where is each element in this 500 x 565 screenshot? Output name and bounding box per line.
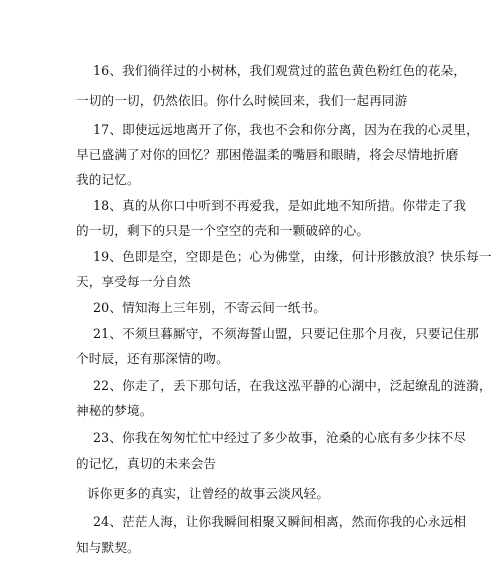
paragraph-20-line-1: 20、情知海上三年别，不寄云间一纸书。 bbox=[93, 300, 326, 315]
paragraph-21-line-2: 个时辰，还有那深情的吻。 bbox=[76, 351, 229, 366]
paragraph-23-line-2: 的记忆，真切的未来会告 bbox=[76, 456, 217, 471]
paragraph-16-line-2: 一切的一切，仍然依旧。你什么时候回来，我们一起再同游 bbox=[76, 93, 408, 108]
paragraph-17-line-2: 早已盛满了对你的回忆？那困倦温柔的嘴唇和眼睛，将会尽情地折磨 bbox=[76, 147, 459, 162]
paragraph-19-line-2: 天，享受每一分自然 bbox=[76, 274, 191, 289]
paragraph-21-line-1: 21、不须旦暮厮守，不须海誓山盟，只要记住那个月夜，只要记住那 bbox=[93, 326, 479, 341]
paragraph-22-line-2: 神秘的梦境。 bbox=[76, 403, 153, 418]
paragraph-24-line-2: 知与默契。 bbox=[76, 540, 140, 555]
paragraph-18-line-2: 的一切，剩下的只是一个空空的壳和一颗破碎的心。 bbox=[76, 223, 370, 238]
paragraph-17-line-3: 我的记忆。 bbox=[76, 172, 140, 187]
paragraph-24-line-1: 24、茫茫人海，让你我瞬间相聚又瞬间相离，然而你我的心永远相 bbox=[93, 514, 467, 529]
paragraph-16-line-1: 16、我们徜徉过的小树林，我们观赏过的蓝色黄色粉红色的花朵， bbox=[93, 63, 467, 78]
paragraph-23-line-3: 诉你更多的真实，让曾经的故事云淡风轻。 bbox=[87, 486, 330, 501]
paragraph-23-line-1: 23、你我在匆匆忙忙中经过了多少故事，沧桑的心底有多少抹不尽 bbox=[93, 430, 467, 445]
paragraph-22-line-1: 22、你走了，丢下那句话，在我这泓平静的心湖中，泛起缭乱的涟漪， bbox=[93, 378, 492, 393]
paragraph-18-line-1: 18、真的从你口中听到不再爱我，是如此地不知所措。你带走了我 bbox=[93, 198, 467, 213]
paragraph-17-line-1: 17、即使远远地离开了你，我也不会和你分离，因为在我的心灵里， bbox=[93, 122, 479, 137]
paragraph-19-line-1: 19、色即是空，空即是色；心为佛堂，由缘，何计形骸放浪？快乐每一 bbox=[93, 249, 492, 264]
